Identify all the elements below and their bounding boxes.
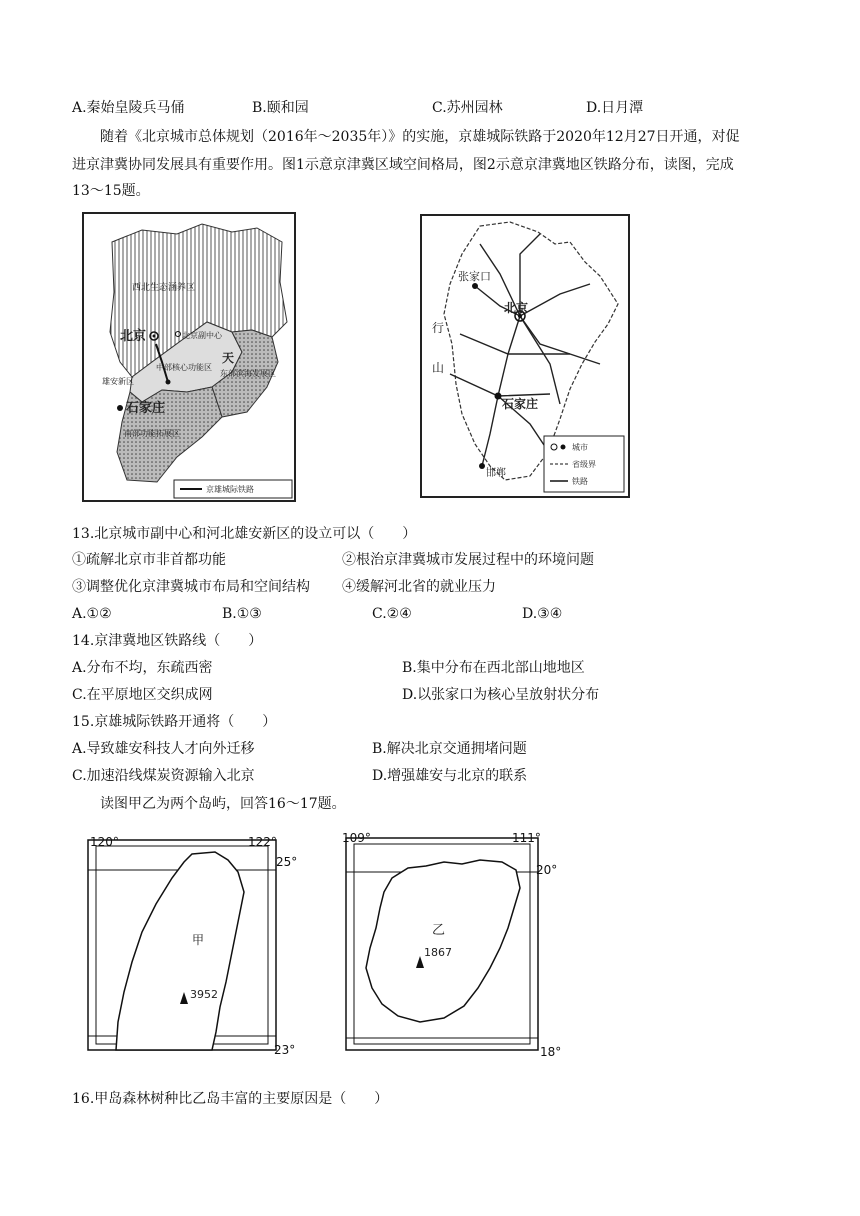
label-beijing-2: 北京	[504, 301, 529, 315]
island-yi-outline	[366, 860, 520, 1022]
q13-stem: 13.北京城市副中心和河北雄安新区的设立可以（ ）	[72, 526, 417, 542]
island-yi-map	[340, 828, 568, 1064]
label-shijiazhuang-2: 石家庄	[502, 397, 539, 411]
jia-peak-elevation: 3952	[190, 988, 218, 1001]
q14-option-c: C.在平原地区交织成网	[72, 687, 213, 703]
q16-stem: 16.甲岛森林树种比乙岛丰富的主要原因是（ ）	[72, 1091, 389, 1107]
q13-item-3: ③调整优化京津冀城市布局和空间结构	[72, 579, 310, 595]
q14-option-d: D.以张家口为核心呈放射状分布	[402, 687, 600, 703]
yi-name: 乙	[432, 923, 446, 938]
legend-railway-label: 京雄城际铁路	[206, 485, 254, 494]
q15-option-d: D.增强雄安与北京的联系	[372, 768, 528, 784]
q14-option-b: B.集中分布在西北部山地地区	[402, 660, 585, 676]
q13-option-a: A.①②	[72, 606, 112, 622]
label-mountain-shan: 山	[432, 361, 445, 375]
q13-option-d: D.③④	[522, 606, 563, 622]
q13-item-1: ①疏解北京市非首都功能	[72, 552, 226, 568]
legend-border-label: 省级界	[572, 460, 596, 469]
label-south-region: 南部功能拓展区	[124, 429, 180, 438]
q15-stem: 15.京雄城际铁路开通将（ ）	[72, 714, 277, 730]
label-xiong: 雄安新区	[102, 377, 134, 386]
q15-option-b: B.解决北京交通拥堵问题	[372, 741, 527, 757]
yi-lon-right: 111°	[512, 831, 541, 845]
q13-item-2: ②根治京津冀城市发展过程中的环境问题	[342, 552, 594, 568]
label-beijing: 北京	[120, 329, 147, 344]
label-shijiazhuang: 石家庄	[126, 401, 166, 416]
intro-13-15-line3: 13～15题。	[72, 183, 150, 199]
jia-lon-left: 120°	[90, 835, 119, 849]
label-central-region: 中部核心功能区	[156, 363, 212, 372]
q12-option-b: B.颐和园	[252, 100, 309, 116]
q13-option-c: C.②④	[372, 606, 412, 622]
q13-option-b: B.①③	[222, 606, 262, 622]
label-east-region: 东部滨海发展区	[220, 369, 276, 378]
intro-16-17: 读图甲乙为两个岛屿，回答16～17题。	[100, 796, 346, 812]
q15-option-c: C.加速沿线煤炭资源输入北京	[72, 768, 255, 784]
label-handan: 邯郸	[486, 468, 506, 479]
label-zhangjiakou: 张家口	[458, 270, 491, 283]
label-tian: 天	[222, 351, 235, 365]
zhangjiakou-marker	[472, 283, 478, 289]
yi-lat-top: 20°	[536, 863, 558, 877]
jia-name: 甲	[192, 933, 205, 947]
intro-13-15-line1: 随着《北京城市总体规划（2016年～2035年）》的实施，京雄城际铁路于2020年12月27日开通，对促	[100, 129, 740, 145]
jia-lat-bottom: 23°	[274, 1043, 296, 1057]
q14-stem: 14.京津冀地区铁路线（ ）	[72, 633, 263, 649]
map-jingjinji-spatial-layout	[82, 212, 296, 502]
handan-marker	[479, 463, 485, 469]
q15-option-a: A.导致雄安科技人才向外迁移	[72, 741, 255, 757]
yi-lat-bottom: 18°	[540, 1045, 562, 1059]
q12-option-d: D.日月潭	[586, 100, 644, 116]
jia-lon-right: 122°	[248, 835, 277, 849]
q12-option-a: A.秦始皇陵兵马俑	[72, 100, 185, 116]
label-north-region: 西北生态涵养区	[132, 283, 196, 293]
q13-item-4: ④缓解河北省的就业压力	[342, 579, 496, 595]
island-jia-map	[80, 832, 302, 1064]
legend-city-label: 城市	[572, 443, 588, 452]
xiong-marker	[166, 380, 171, 385]
yi-peak-elevation: 1867	[424, 946, 452, 959]
jia-lat-top: 25°	[276, 855, 298, 869]
shijiazhuang-city-marker	[117, 405, 123, 411]
yi-lon-left: 109°	[342, 831, 371, 845]
q14-option-a: A.分布不均，东疏西密	[72, 660, 213, 676]
label-beijing-sub: 北京副中心	[182, 331, 222, 340]
legend-railway-label-2: 铁路	[572, 477, 588, 486]
q12-option-c: C.苏州园林	[432, 100, 503, 116]
shijiazhuang-marker	[495, 393, 502, 400]
intro-13-15-line2: 进京津冀协同发展具有重要作用。图1示意京津冀区域空间格局，图2示意京津冀地区铁路分布，读图，完成	[72, 157, 734, 173]
label-mountain-xing: 行	[432, 321, 445, 335]
island-jia-outline	[116, 852, 244, 1050]
map-jingjinji-railways	[420, 214, 630, 498]
